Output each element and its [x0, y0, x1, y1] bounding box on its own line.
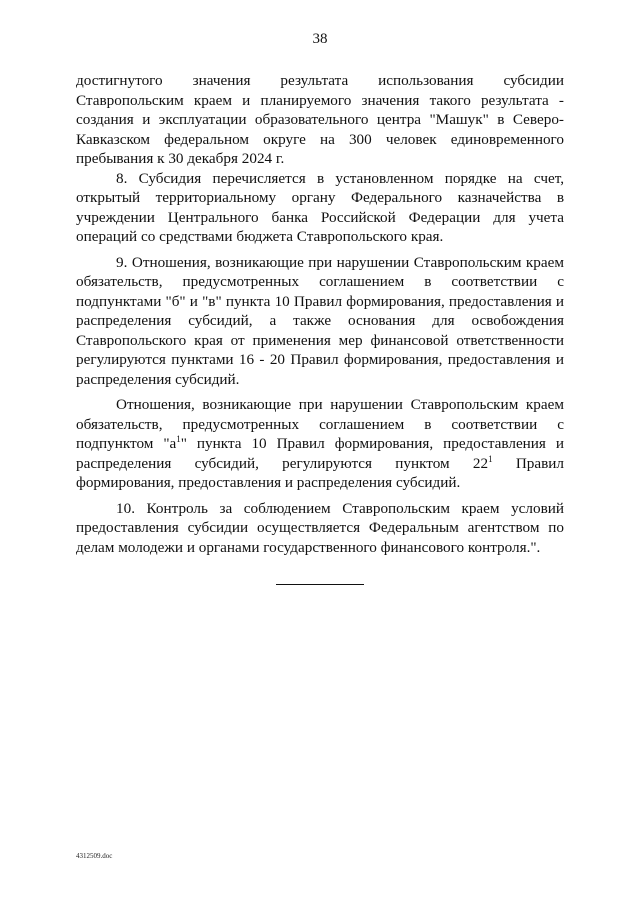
page-number: 38: [312, 31, 328, 47]
paragraph-item-9-continued: [76, 395, 564, 493]
paragraph-continuation: достигнутого значения результата использования субсидии Ставропольским краем и планируемого значения такого результата - создания и эксплуатации образовательного центра "Машук" в Северо-Кавказском федеральном округе на 300 человек единовременного пребывания к 30 декабря 2024 г.: [76, 72, 564, 167]
end-divider: [276, 584, 364, 585]
paragraph-text: " пункта 10 Правил формирования, предоставления и распределения субсидий, регулируются пунктом 22: [76, 435, 564, 472]
paragraph-text: Отношения, возникающие при нарушении Ставропольским краем обязательств, предусмотренных соглашением в соответствии с подпунктом "а: [76, 396, 564, 452]
paragraph-item-10: 10. Контроль за соблюдением Ставропольским краем условий предоставления субсидии осуществляется Федеральным агентством по делам молодежи и органами государственного финансового контроля.".: [76, 499, 564, 556]
document-body: [76, 71, 564, 557]
superscript: 1: [176, 433, 181, 444]
superscript: 1: [488, 453, 493, 464]
paragraph-item-8: 8. Субсидия перечисляется в установленном порядке на счет, открытый территориальному органу Федерального казначейства в учреждении Центрального банка Российской Федерации для учета операций со средствами бюджета Ставропольского края.: [76, 169, 564, 245]
paragraph-item-9: 9. Отношения, возникающие при нарушении Ставропольским краем обязательств, предусмотренных соглашением в соответствии с подпунктами "б" и "в" пункта 10 Правил формирования, предоставления и распределения субсидий, а также основания для освобождения Ставропольского края от применения мер финансовой ответственности регулируются пунктами 16 - 20 Правил формирования, предоставления и распределения субсидий.: [76, 253, 564, 388]
paragraph-text: Правил формирования, предоставления и распределения субсидий.: [76, 454, 564, 491]
file-id: 4312509.doc: [76, 852, 113, 860]
